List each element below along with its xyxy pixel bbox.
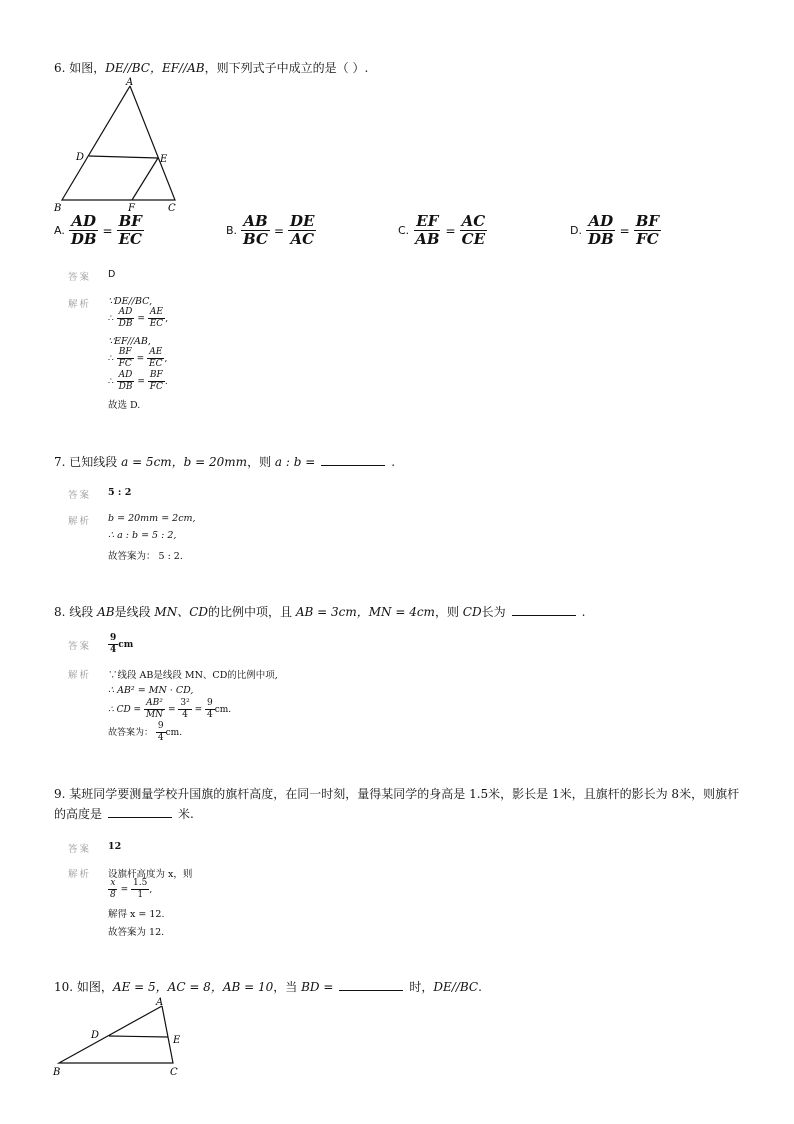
q9-answer-label: 答案 — [68, 844, 92, 855]
q9-stem-line-1: 9. 某班同学要测量学校升国旗的旗杆高度，在同一时刻，量得某同学的身高是 1.5米，影长是 1米，且旗杆的影长为 8米，则旗杆 — [54, 787, 740, 801]
q7-line-1: b = 20mm = 2cm, — [108, 513, 196, 524]
q8-stem: 8. 线段 AB是线段 MN、CD的比例中项，且 AB = 3cm，MN = 4cm，则 CD长为 . — [54, 605, 586, 619]
q9-blank[interactable] — [108, 807, 172, 818]
q6-line-4: ∴ $\frac{BF}{FC}$ = $\frac{AE}{EC}$ , — [108, 347, 168, 369]
q7-answer-label: 答案 — [68, 490, 92, 501]
q6-option-d[interactable]: D. $\frac{AD}{DB}$ = $\frac{BF}{FC}$ — [570, 212, 660, 248]
q7-stem: 7. 已知线段 a = 5cm，b = 20mm，则 a : b = . — [54, 455, 396, 469]
q9-line-4: 故答案为 12. — [108, 927, 165, 938]
q9-line-3: 解得 x = 12. — [108, 909, 165, 920]
q10-triangle-figure — [50, 995, 200, 1081]
q8-answer-label: 答案 — [68, 641, 92, 652]
q6-line-3: ∵EF//AB, — [108, 336, 151, 347]
q9-answer: 12 — [108, 841, 122, 852]
q6-label-c: C — [168, 203, 176, 214]
q6-line-6: 故选 D. — [108, 400, 141, 411]
q7-answer: 5 : 2 — [108, 487, 132, 498]
q7-analysis-label: 解析 — [68, 516, 92, 527]
q9-stem-line-2: 的高度是 米. — [54, 807, 194, 821]
q6-line-5: ∴ $\frac{AD}{DB}$ = $\frac{BF}{FC}$ . — [108, 370, 168, 392]
q6-triangle-figure — [50, 76, 190, 214]
q9-analysis-label: 解析 — [68, 869, 92, 880]
q6-answer-label: 答案 — [68, 272, 92, 283]
q8-line-1: ∵线段 AB是线段 MN、CD的比例中项, — [108, 670, 278, 681]
q10-label-d: D — [91, 1030, 100, 1041]
q6-stem: 6. 如图，DE//BC，EF//AB，则下列式子中成立的是（ ）. — [54, 61, 369, 75]
q8-blank[interactable] — [512, 605, 576, 616]
q8-line-4: 故答案为： $\frac{9}{4}$ cm. — [108, 721, 183, 743]
q7-line-2: ∴ a : b = 5 : 2, — [108, 530, 177, 541]
q6-analysis-label: 解析 — [68, 299, 92, 310]
q7-blank[interactable] — [321, 455, 385, 466]
q10-label-a: A — [156, 997, 164, 1008]
q6-label-b: B — [54, 203, 62, 214]
q6-label-f: F — [128, 203, 135, 214]
q6-label-a: A — [126, 77, 134, 88]
q6-line-2: ∴ $\frac{AD}{DB}$ = $\frac{AE}{EC}$ , — [108, 307, 169, 329]
q8-line-2: ∴ AB² = MN · CD, — [108, 685, 194, 696]
q8-analysis-label: 解析 — [68, 670, 92, 681]
q6-label-d: D — [76, 152, 85, 163]
q7-line-3: 故答案为： 5 : 2. — [108, 551, 183, 562]
q8-line-3: ∴ CD = $\frac{\text{AB²}}{MN}$ = $\frac{\text{3²}}{4}$ = $\frac{9}{4}$ cm. — [108, 698, 232, 720]
q9-line-1: 设旗杆高度为 x，则 — [108, 869, 193, 880]
q9-line-2: $\frac{x}{8}$ = $\frac{1.5}{1}$ , — [110, 878, 153, 900]
q10-blank[interactable] — [339, 980, 403, 991]
q10-label-c: C — [170, 1067, 178, 1078]
q8-answer: $\frac{9}{4}$ cm — [110, 633, 134, 655]
q10-label-e: E — [173, 1035, 181, 1046]
q6-option-c[interactable]: C. $\frac{EF}{AB}$ = $\frac{AC}{CE}$ — [398, 212, 486, 248]
q10-stem: 10. 如图，AE = 5，AC = 8，AB = 10，当 BD = 时，DE//BC. — [54, 980, 482, 994]
q6-option-b[interactable]: B. $\frac{AB}{BC}$ = $\frac{DE}{AC}$ — [226, 212, 315, 248]
q6-label-e: E — [160, 154, 168, 165]
q6-line-1: ∵DE//BC, — [108, 296, 153, 307]
q10-label-b: B — [53, 1067, 61, 1078]
q6-answer: D — [108, 269, 116, 280]
q6-option-a[interactable]: A. $\frac{AD}{DB}$ = $\frac{BF}{EC}$ — [54, 212, 142, 248]
